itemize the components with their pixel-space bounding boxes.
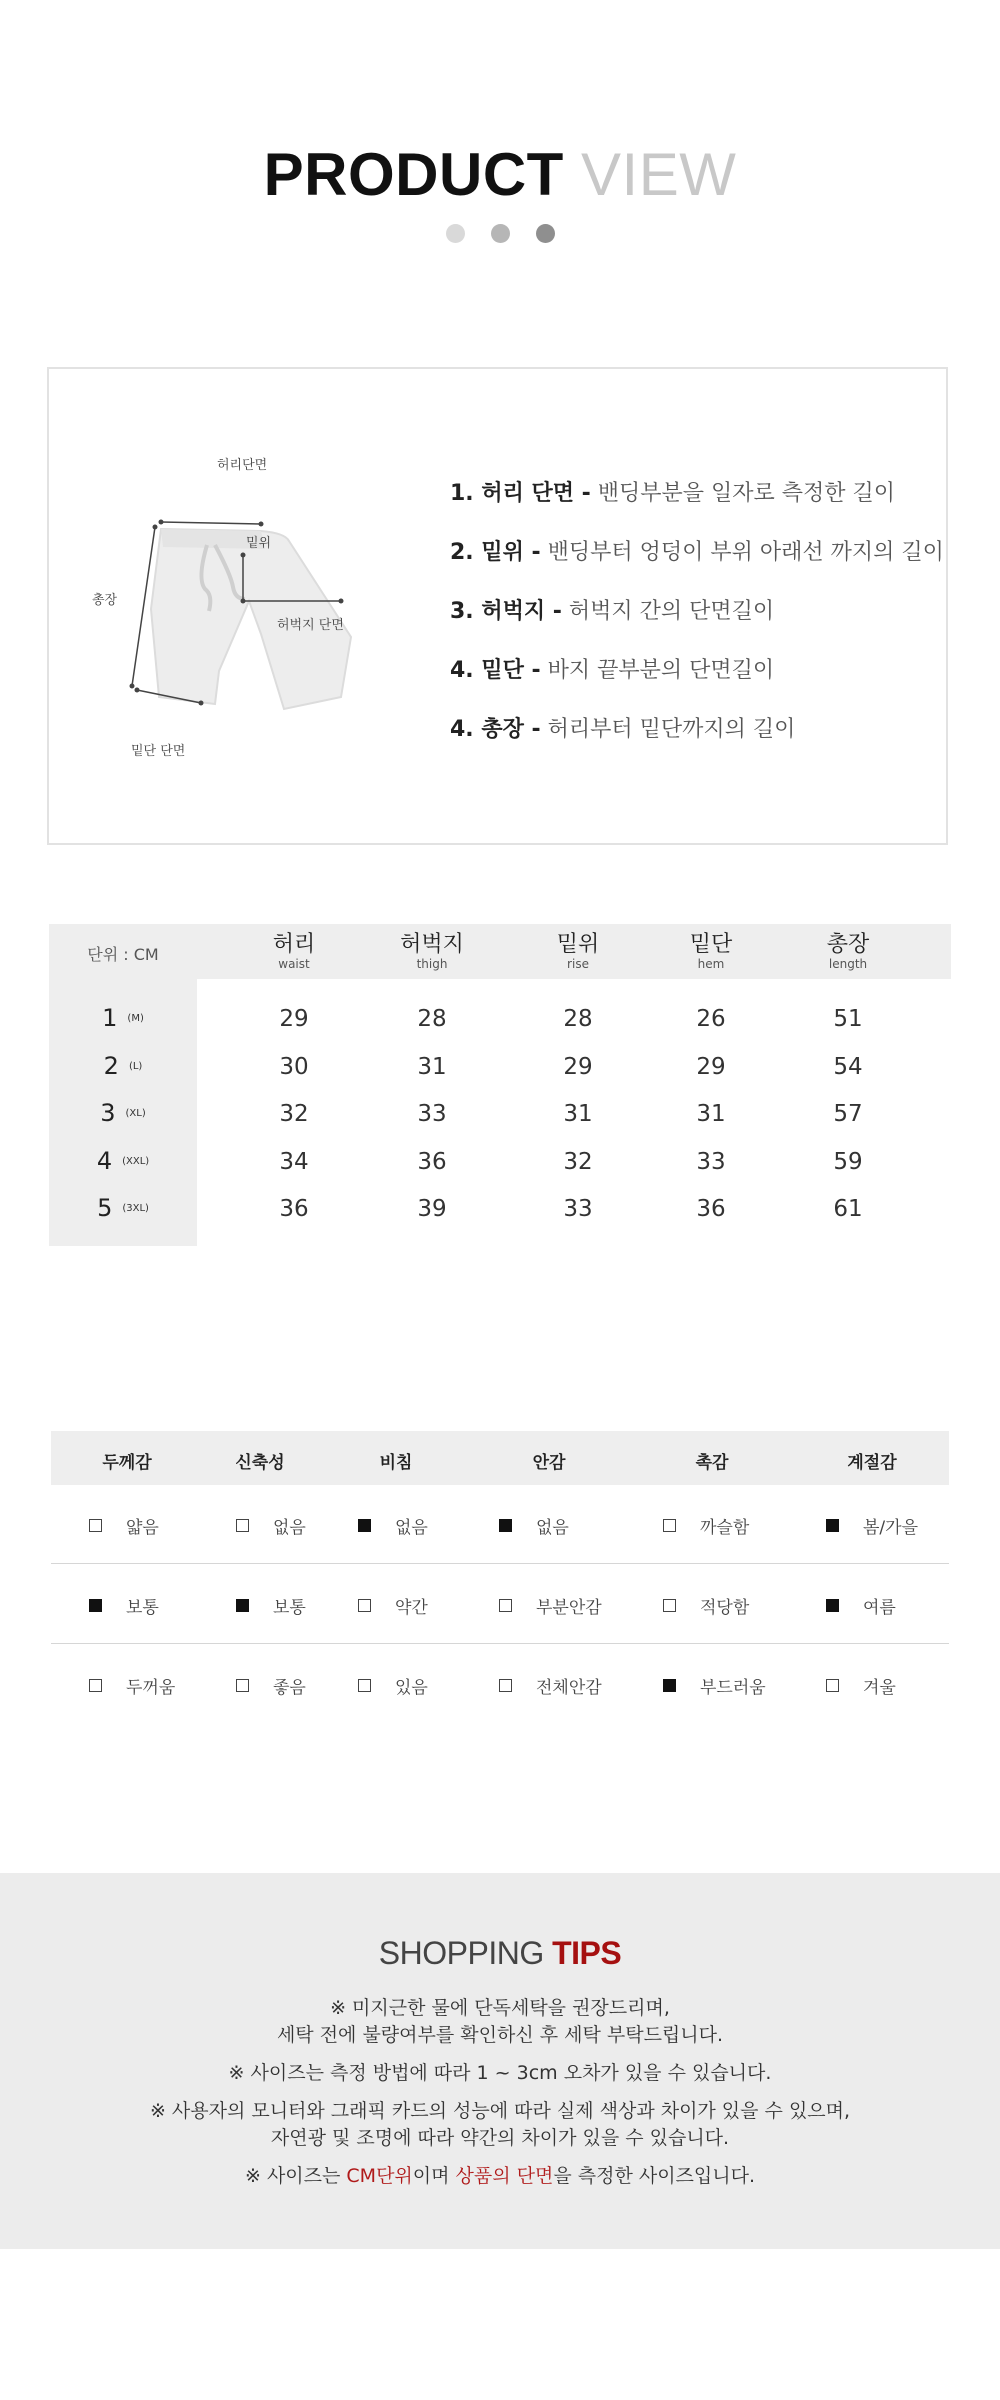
table-cell: 31 [563, 1101, 593, 1127]
feel-header-thickness: 두께감 [102, 1453, 152, 1473]
diagram-label-rise: 밑위 [246, 536, 272, 551]
waist-measure-line [161, 522, 261, 524]
point-icon [153, 525, 158, 530]
point-icon [159, 520, 164, 525]
checkbox-icon [89, 1519, 102, 1532]
feel-header-stretch: 신축성 [235, 1453, 285, 1473]
feel-option[interactable]: 부분안감 [499, 1593, 602, 1618]
tip-line-size-note: ※ 사이즈는 CM단위이며 상품의 단면을 측정한 사이즈입니다. [244, 2165, 756, 2187]
measurement-guide [47, 367, 948, 845]
checkbox-icon [89, 1599, 102, 1612]
table-cell: 34 [279, 1149, 309, 1175]
feel-header-season: 계절감 [847, 1453, 897, 1473]
diagram-label-hem: 밑단 단면 [131, 744, 186, 759]
dot-icon [536, 224, 555, 243]
divider [51, 1563, 949, 1564]
feel-option[interactable]: 두꺼움 [89, 1673, 175, 1698]
feel-option[interactable]: 있음 [358, 1673, 428, 1698]
dot-icon [491, 224, 510, 243]
table-cell: 61 [833, 1196, 863, 1222]
table-cell: 33 [417, 1101, 447, 1127]
table-cell: 31 [417, 1054, 447, 1080]
feel-option[interactable]: 얇음 [89, 1513, 159, 1538]
shorts-diagram [89, 449, 449, 749]
table-cell: 32 [279, 1101, 309, 1127]
feel-option[interactable]: 봄/가을 [826, 1513, 918, 1538]
checkbox-icon [663, 1679, 676, 1692]
point-icon [241, 599, 246, 604]
legend-item-rise: 2. 밑위 - 밴딩부터 엉덩이 부위 아래선 까지의 길이 [450, 540, 944, 565]
column-header-hem: 밑단 hem [689, 932, 733, 971]
table-cell: 59 [833, 1149, 863, 1175]
table-cell: 31 [696, 1101, 726, 1127]
tip-line: 세탁 전에 불량여부를 확인하신 후 세탁 부탁드립니다. [276, 2024, 724, 2046]
checkbox-icon [236, 1679, 249, 1692]
feel-option[interactable]: 적당함 [663, 1593, 749, 1618]
dot-icon [446, 224, 465, 243]
page-title [0, 140, 1000, 209]
table-cell: 33 [563, 1196, 593, 1222]
column-header-thigh: 허벅지 thigh [400, 932, 464, 971]
point-icon [199, 701, 204, 706]
checkbox-icon [499, 1679, 512, 1692]
table-cell: 54 [833, 1054, 863, 1080]
column-header-waist: 허리 waist [272, 932, 316, 971]
table-cell: 29 [279, 1006, 309, 1032]
point-icon [130, 684, 135, 689]
diagram-label-waist: 허리단면 [217, 458, 268, 473]
feel-option[interactable]: 까슬함 [663, 1513, 749, 1538]
legend-item-thigh: 3. 허벅지 - 허벅지 간의 단면길이 [450, 599, 775, 624]
column-header-rise: 밑위 rise [556, 932, 600, 971]
checkbox-icon [236, 1599, 249, 1612]
point-icon [259, 522, 264, 527]
feel-option[interactable]: 약간 [358, 1593, 428, 1618]
table-cell: 33 [696, 1149, 726, 1175]
checkbox-icon [663, 1599, 676, 1612]
point-icon [135, 688, 140, 693]
table-cell: 32 [563, 1149, 593, 1175]
tips-title: SHOPPING TIPS [378, 1935, 622, 1971]
divider [51, 1643, 949, 1644]
checkbox-icon [89, 1679, 102, 1692]
checkbox-icon [358, 1679, 371, 1692]
title-light: VIEW [581, 141, 737, 208]
point-icon [339, 599, 344, 604]
checkbox-icon [499, 1599, 512, 1612]
legend-item-waist: 1. 허리 단면 - 밴딩부분을 일자로 측정한 길이 [450, 481, 896, 506]
legend-item-length: 4. 총장 - 허리부터 밑단까지의 길이 [450, 717, 796, 742]
diagram-label-thigh: 허벅지 단면 [277, 618, 344, 633]
feel-option[interactable]: 전체안감 [499, 1673, 602, 1698]
row-label: 1 (M) [102, 1004, 144, 1032]
table-cell: 28 [563, 1006, 593, 1032]
tip-line: ※ 사용자의 모니터와 그래픽 카드의 성능에 따라 실제 색상과 차이가 있을 수 있으며, [149, 2100, 851, 2122]
feel-option[interactable]: 여름 [826, 1593, 896, 1618]
checkbox-icon [358, 1599, 371, 1612]
checkbox-icon [663, 1519, 676, 1532]
column-header-length: 총장 length [826, 932, 870, 971]
feel-header-sheerness: 비침 [379, 1453, 413, 1473]
table-cell: 36 [417, 1149, 447, 1175]
feel-option[interactable]: 겨울 [826, 1673, 896, 1698]
size-table [49, 924, 951, 1246]
fabric-feel-table [51, 1431, 949, 1698]
table-cell: 36 [279, 1196, 309, 1222]
table-cell: 30 [279, 1054, 309, 1080]
row-label: 2 (L) [103, 1052, 143, 1080]
table-cell: 29 [696, 1054, 726, 1080]
checkbox-icon [236, 1519, 249, 1532]
highlight-text: CM단위 [346, 2165, 413, 2187]
point-icon [241, 553, 246, 558]
table-cell: 29 [563, 1054, 593, 1080]
legend-item-hem: 4. 밑단 - 바지 끝부분의 단면길이 [450, 658, 775, 683]
feel-option[interactable]: 부드러움 [663, 1673, 766, 1698]
checkbox-icon [826, 1519, 839, 1532]
table-cell: 51 [833, 1006, 863, 1032]
unit-label: 단위 : CM [87, 945, 159, 964]
tip-line: 자연광 및 조명에 따라 약간의 차이가 있을 수 있습니다. [270, 2127, 730, 2149]
feel-option[interactable]: 없음 [499, 1513, 569, 1538]
table-cell: 36 [696, 1196, 726, 1222]
checkbox-icon [826, 1679, 839, 1692]
row-label: 3 (XL) [100, 1099, 146, 1127]
checkbox-icon [826, 1599, 839, 1612]
decorative-dots [0, 224, 1000, 243]
feel-option[interactable]: 없음 [358, 1513, 428, 1538]
row-label: 5 (3XL) [97, 1194, 149, 1222]
feel-header-texture: 촉감 [695, 1453, 729, 1473]
checkbox-icon [358, 1519, 371, 1532]
title-bold: PRODUCT [263, 141, 564, 208]
table-cell: 28 [417, 1006, 447, 1032]
diagram-label-length: 총장 [92, 593, 118, 608]
highlight-text: 상품의 단면 [455, 2165, 554, 2187]
tip-line: ※ 미지근한 물에 단독세탁을 권장드리며, [330, 1997, 670, 2019]
row-label: 4 (XXL) [96, 1147, 150, 1175]
table-cell: 39 [417, 1196, 447, 1222]
tip-line: ※ 사이즈는 측정 방법에 따라 1 ~ 3cm 오차가 있을 수 있습니다. [228, 2062, 772, 2084]
feel-option[interactable]: 보통 [89, 1593, 159, 1618]
feel-option[interactable]: 좋음 [236, 1673, 306, 1698]
shopping-tips [0, 1873, 1000, 2249]
table-cell: 26 [696, 1006, 726, 1032]
feel-option[interactable]: 보통 [236, 1593, 306, 1618]
table-cell: 57 [833, 1101, 863, 1127]
feel-header-lining: 안감 [532, 1453, 566, 1473]
checkbox-icon [499, 1519, 512, 1532]
feel-option[interactable]: 없음 [236, 1513, 306, 1538]
